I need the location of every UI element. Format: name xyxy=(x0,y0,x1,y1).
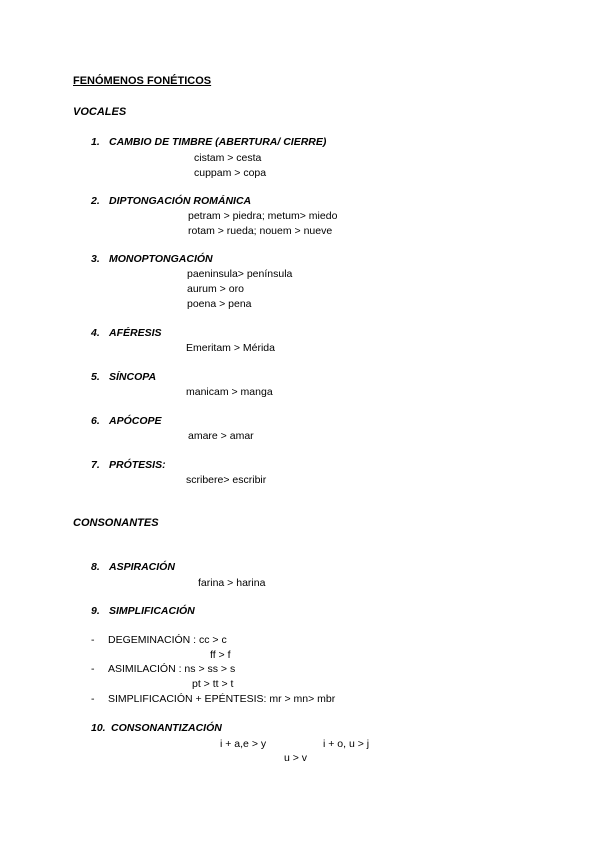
item-heading-simplificacion: SIMPLIFICACIÓN xyxy=(109,605,195,617)
example-line: i + a,e > y xyxy=(220,738,267,750)
item-number: 9. xyxy=(91,605,100,617)
list-item-extra: ff > f xyxy=(210,649,231,661)
section-heading-vocales: VOCALES xyxy=(73,106,127,118)
list-dash: - xyxy=(91,663,95,675)
page-title: FENÓMENOS FONÉTICOS xyxy=(73,75,212,87)
item-heading-aferesis: AFÉRESIS xyxy=(109,327,162,339)
list-item-simplificacion-epentesis: SIMPLIFICACIÓN + EPÉNTESIS: mr > mn> mbr xyxy=(108,693,336,705)
list-item-degeminacion: DEGEMINACIÓN : cc > c xyxy=(108,634,227,646)
example-line: aurum > oro xyxy=(187,283,244,295)
item-heading-apocope: APÓCOPE xyxy=(109,415,162,427)
example-line: cistam > cesta xyxy=(194,152,262,164)
item-number: 5. xyxy=(91,371,100,383)
example-line: paeninsula> península xyxy=(187,268,293,280)
item-heading-aspiracion: ASPIRACIÓN xyxy=(109,561,175,573)
example-line: farina > harina xyxy=(198,577,266,589)
item-number: 3. xyxy=(91,253,100,265)
item-heading-monoptongacion: MONOPTONGACIÓN xyxy=(109,253,213,265)
example-line: cuppam > copa xyxy=(194,167,267,179)
item-number: 4. xyxy=(91,327,100,339)
item-heading-consonantizacion: CONSONANTIZACIÓN xyxy=(111,722,222,734)
item-number: 6. xyxy=(91,415,100,427)
example-line: u > v xyxy=(284,752,308,764)
example-line: i + o, u > j xyxy=(323,738,370,750)
list-dash: - xyxy=(91,693,95,705)
item-number: 7. xyxy=(91,459,100,471)
list-item-extra: pt > tt > t xyxy=(192,678,234,690)
item-number: 10. xyxy=(91,722,106,734)
item-heading-protesis: PRÓTESIS: xyxy=(109,459,166,471)
example-line: poena > pena xyxy=(187,298,252,310)
list-dash: - xyxy=(91,634,95,646)
example-line: rotam > rueda; nouem > nueve xyxy=(188,225,333,237)
example-line: Emeritam > Mérida xyxy=(186,342,275,354)
example-line: scribere> escribir xyxy=(186,474,267,486)
item-number: 1. xyxy=(91,136,100,148)
example-line: manicam > manga xyxy=(186,386,273,398)
item-number: 8. xyxy=(91,561,100,573)
item-heading-cambio-timbre: CAMBIO DE TIMBRE (ABERTURA/ CIERRE) xyxy=(109,136,327,148)
item-number: 2. xyxy=(91,195,100,207)
item-heading-diptongacion: DIPTONGACIÓN ROMÁNICA xyxy=(109,195,252,207)
section-heading-consonantes: CONSONANTES xyxy=(73,517,159,529)
item-heading-sincopa: SÍNCOPA xyxy=(109,371,157,383)
example-line: amare > amar xyxy=(188,430,254,442)
example-line: petram > piedra; metum> miedo xyxy=(188,210,338,222)
list-item-asimilacion: ASIMILACIÓN : ns > ss > s xyxy=(108,663,236,675)
